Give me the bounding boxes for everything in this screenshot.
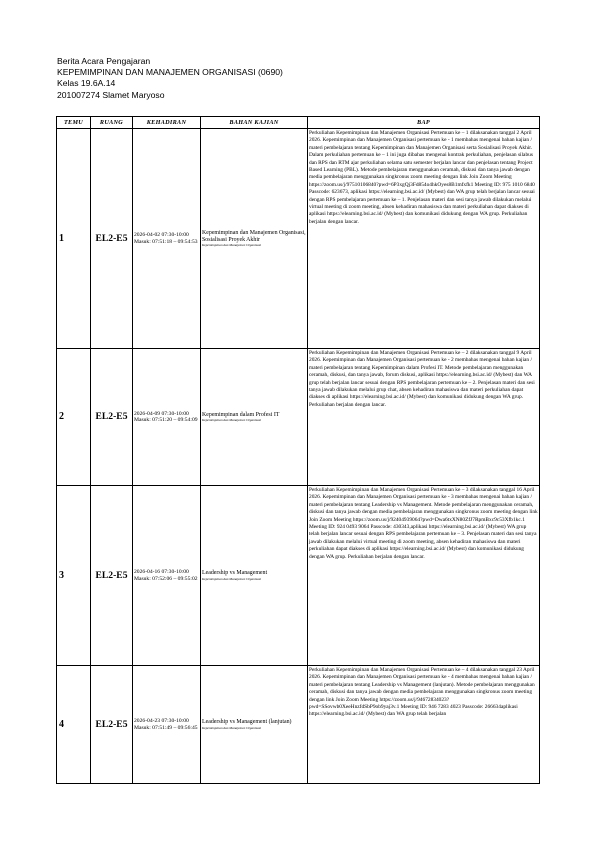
material-title: Leadership vs Management <box>202 570 268 577</box>
material-course: Kepemimpinan dan Manajemen Organisasi <box>202 725 262 730</box>
attendance <box>133 486 201 666</box>
check-in: Masuk: 07:51:49 – 09:56:45 <box>134 724 198 731</box>
meeting-number: 4 <box>57 666 91 784</box>
table-row <box>57 486 540 666</box>
attendance <box>133 349 201 486</box>
column-header-ruang: RUANG <box>91 117 133 129</box>
study-material <box>201 349 308 486</box>
material-title: Leadership vs Management (lanjutan) <box>202 719 292 726</box>
check-in: Masuk: 07:51:18 – 09:54:53 <box>134 238 198 245</box>
column-header-bahan-kajian: BAHAN KAJIAN <box>201 117 308 129</box>
study-material <box>201 129 308 349</box>
bap-text: Perkuliahan Kepemimpinan dan Manajemen Organisasi Pertemuan ke – 3 dilaksanakan tanggal 16 April 2026. Kepemimpinan dan Manajemen Organisasi pertemuan ke - 3 membahas mengenai bahan kajian / materi pembelajaran tentang Leadership vs Management. Metode pembelajaran menggunakan ceramah, diskusi dan tanya jawab dengan media pembelajaran menggunakan singkronus zoom meeting dengan link Join Zoom Meeting https://zoom.us/j/92404939064?pwd=Dwa6txXN80ZfJ7RpmBxc9c53Xfb1kc.1 Meeting ID: 924 0493 9064 Passcode: 430343,aplikasi https://elearning.bsi.ac.id/ (Mybest) WA grup telah berjalan lancar sesuai dengan RPS pembelajaran pertemuan ke – 3. Penjelasan materi dan sesi tanya jawab dilakukan melalui virtual meeting di zoom meeting, absen kehadiran mahasiswa dan materi perkuliahan dapat diakses di aplikasi https://elearning.bsi.ac.id/ (Mybest) dan komunikasi didukung dengan WA grup. Perkuliahan berjalan dengan lancar. <box>308 486 540 666</box>
bap-text: Perkuliahan Kepemimpinan dan Manajemen Organisasi Pertemuan ke – 1 dilaksanakan tanggal 2 April 2026. Kepemimpinan dan Manajemen Organisasi pertemuan ke - 1 membahas mengenai bahan kajian / materi pembelajaran tentang Kepemimpinan dan Manajemen Organisasi serta Sosialisasi Proyek Akhir. Dalam perkuliahan pertemuan ke – 1 ini juga dibahas mengenai kontrak perkuliahan, penjelasan silabus dan RPS dan RTM ajar perkuliahan selama satu semester berjalan lancar dan penjelasan tentang Project Based Learning (PBL). Metode pembelajaran menggunakan ceramah, diskusi dan tanya jawab dengan media pembelajaran menggunakan singkronus zoom meeting dengan link Join Zoom Meeting https://zoom.us/j/97510106840?pwd=6P3xgQj3Fd854o4hkOyes8B1mfxfk1 Meeting ID: 975 1010 6840 Passcode: 623673, aplikasi https://elearning.bsi.ac.id/ (Mybest) dan WA grup telah berjalan lancar sesuai dengan RPS pembelajaran pertemuan ke – 1. Penjelasan materi dan sesi tanya jawab dilakukan melalui virtual meeting di zoom meeting, absen kehadiran mahasiswa dan materi perkuliahan dapat diakses di aplikasi https://elearning.bsi.ac.id/ (Mybest) dan komunikasi didukung dengan WA grup. Perkuliahan berjalan dengan lancar. <box>308 129 540 349</box>
table-row <box>57 349 540 486</box>
schedule: 2026-04-23 07:30-10:00 <box>134 718 189 725</box>
room: EL2-E5 <box>91 486 133 666</box>
column-header-bap: BAP <box>308 117 540 129</box>
meeting-number: 3 <box>57 486 91 666</box>
material-title: Kepemimpinan dan Manajemen Organisasi, Sosialisasi Proyek Akhir <box>202 229 306 243</box>
table-row <box>57 666 540 784</box>
check-in: Masuk: 07:52:06 – 09:55:02 <box>134 575 198 582</box>
attendance <box>133 666 201 784</box>
document-header <box>57 56 283 101</box>
attendance <box>133 129 201 349</box>
lecturer: 201007274 Slamet Maryoso <box>57 89 165 100</box>
study-material <box>201 486 308 666</box>
meeting-number: 1 <box>57 129 91 349</box>
material-title: Kepemimpinan dalam Profesi IT <box>202 411 280 418</box>
material-course: Kepemimpinan dan Manajemen Organisasi <box>202 418 262 423</box>
room: EL2-E5 <box>91 666 133 784</box>
schedule: 2026-04-16 07:30-10:00 <box>134 569 189 576</box>
material-course: Kepemimpinan dan Manajemen Organisasi <box>202 576 262 581</box>
room: EL2-E5 <box>91 349 133 486</box>
bap-text: Perkuliahan Kepemimpinan dan Manajemen Organisasi Pertemuan ke – 4 dilaksanakan tanggal 23 April 2026. Kepemimpinan dan Manajemen Organisasi pertemuan ke - 4 membahas mengenai bahan kajian / materi pembelajaran tentang Leadership vs Management (lanjutan). Metode pembelajaran menggunakan ceramah, diskusi dan tanya jawab dengan media pembelajaran menggunakan singkronus zoom meeting dengan link Join Zoom Meeting https://zoom.us/j/94672834023?pwd=SSovwb0XeeHnzfdSbP9ob9yaj3v.1 Meeting ID: 946 7283 4023 Passcode: 266634aplikasi https://elearning.bsi.ac.id/ (Mybest) dan WA grup telah berjalan <box>308 666 540 784</box>
meeting-number: 2 <box>57 349 91 486</box>
schedule: 2026-04-02 07:30-10:00 <box>134 232 189 239</box>
material-course: Kepemimpinan dan Manajemen Organisasi <box>202 243 262 248</box>
table-header-row <box>57 117 540 129</box>
course-name: KEPEMIMPINAN DAN MANAJEMEN ORGANISASI (0690) <box>57 67 283 78</box>
column-header-kehadiran: KEHADIRAN <box>133 117 201 129</box>
table-row <box>57 129 540 349</box>
bap-text: Perkuliahan Kepemimpinan dan Manajemen Organisasi Pertemuan ke – 2 dilaksanakan tanggal 9 April 2026. Kepemimpinan dan Manajemen Organisasi pertemuan ke - 2 membahas mengenai bahan kajian / materi pembelajaran tentang Kepemimpinan dalam Profesi IT. Metode pembelajaran menggunakan ceramah, diskusi, dan tanya jawab, forum diskusi, aplikasi https://elearning.bsi.ac.id/ (Mybest) dan WA grup telah berjalan lancar sesuai dengan RPS pembelajaran pertemuan ke – 2. Penjelasan materi dan sesi tanya jawab dilakukan melalui grup chat, absen kehadiran mahasiswa dan materi perkuliahan dapat diakses di aplikasi https://elearning.bsi.ac.id/ (Mybest) dan komunikasi didukung dengan WA grup. Perkuliahan berjalan dengan lancar. <box>308 349 540 486</box>
schedule: 2026-04-09 07:30-10:00 <box>134 410 189 417</box>
check-in: Masuk: 07:51:20 – 09:54:09 <box>134 417 198 423</box>
study-material <box>201 666 308 784</box>
column-header-temu: TEMU <box>57 117 91 129</box>
class-code: Kelas 19.6A.14 <box>57 78 116 89</box>
room: EL2-E5 <box>91 129 133 349</box>
header-title: Berita Acara Pengajaran <box>57 56 151 66</box>
teaching-report-table <box>56 116 540 784</box>
